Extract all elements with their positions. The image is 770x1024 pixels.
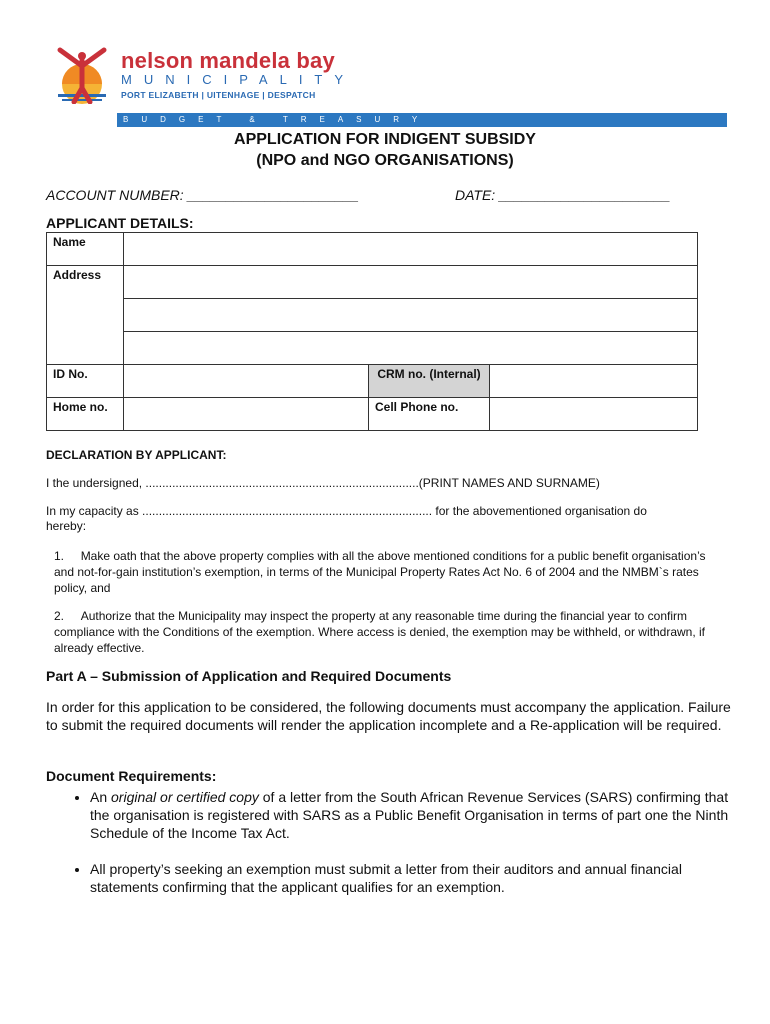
list-item: • All property’s seeking an exemption must submit a letter from their auditors and annual financial statements confirming that the applicant qualifies for an exemption. <box>90 860 750 896</box>
part-a-intro: In order for this application to be considered, the following documents must accompany the application. Failure to submit the required documents will render the application incomplete and a Re-application will be required. <box>46 699 731 733</box>
item-number: 1. <box>54 549 65 563</box>
brand-cities: PORT ELIZABETH | UITENHAGE | DESPATCH <box>121 90 316 100</box>
id-input[interactable] <box>124 365 369 398</box>
undersigned-line[interactable]: I the undersigned, ..................................................................................(PRINT NAMES AND SURNAME) <box>46 476 600 490</box>
applicant-details-table <box>46 232 698 431</box>
document-requirements-heading: Document Requirements: <box>46 768 217 784</box>
item-text: Make oath that the above property complies with all the above mentioned conditions for a public benefit organisation’s and not-for-gain institution’s exemption, in terms of the Municipal Property Rates Act No. 6 of 2004 and the NMBM`s rates policy, and <box>54 549 706 595</box>
cell-label: Cell Phone no. <box>369 398 490 431</box>
crm-label: CRM no. (Internal) <box>369 365 490 398</box>
brand-name: nelson mandela bay <box>121 48 335 73</box>
address-line-1[interactable] <box>124 266 698 299</box>
address-label: Address <box>47 266 124 365</box>
crm-input[interactable] <box>490 365 698 398</box>
home-no-input[interactable] <box>124 398 369 431</box>
item-number: 2. <box>54 609 65 623</box>
address-line-3[interactable] <box>124 332 698 365</box>
document-requirements-list <box>60 780 750 914</box>
form-title: APPLICATION FOR INDIGENT SUBSIDY <box>234 131 536 148</box>
declaration-heading: DECLARATION BY APPLICANT: <box>46 448 227 462</box>
cell-input[interactable] <box>490 398 698 431</box>
capacity-line[interactable]: In my capacity as ....................................................................................... for the abovementioned organisation do hereby: <box>46 504 647 533</box>
account-number-field[interactable]: ACCOUNT NUMBER: ______________________ <box>46 187 359 203</box>
part-a-heading: Part A – Submission of Application and Required Documents <box>46 668 452 684</box>
address-line-2[interactable] <box>124 299 698 332</box>
form-subtitle: (NPO and NGO ORGANISATIONS) <box>256 152 514 169</box>
applicant-details-heading: APPLICANT DETAILS: <box>46 215 194 231</box>
home-no-label: Home no. <box>47 398 124 431</box>
department-bar: BUDGET & TREASURY <box>117 113 727 127</box>
declaration-item-1 <box>54 548 724 596</box>
list-item: • An original or certified copy of a letter from the South African Revenue Services (SARS) confirming that the organisation is registered with SARS as a Public Benefit Organisation in terms of part one the Ninth Schedule of the Income Tax Act. <box>90 788 750 842</box>
municipality-logo <box>48 44 116 104</box>
name-input[interactable] <box>124 233 698 266</box>
id-label: ID No. <box>47 365 124 398</box>
name-label: Name <box>47 233 124 266</box>
item-text: Authorize that the Municipality may inspect the property at any reasonable time during the financial year to confirm compliance with the Conditions of the exemption. Where access is denied, the exemption may be withheld, or withdrawn, if already effective. <box>54 609 705 655</box>
brand-municipality: MUNICIPALITY <box>121 72 356 87</box>
date-field[interactable]: DATE: ______________________ <box>455 187 671 203</box>
declaration-item-2 <box>54 608 724 656</box>
